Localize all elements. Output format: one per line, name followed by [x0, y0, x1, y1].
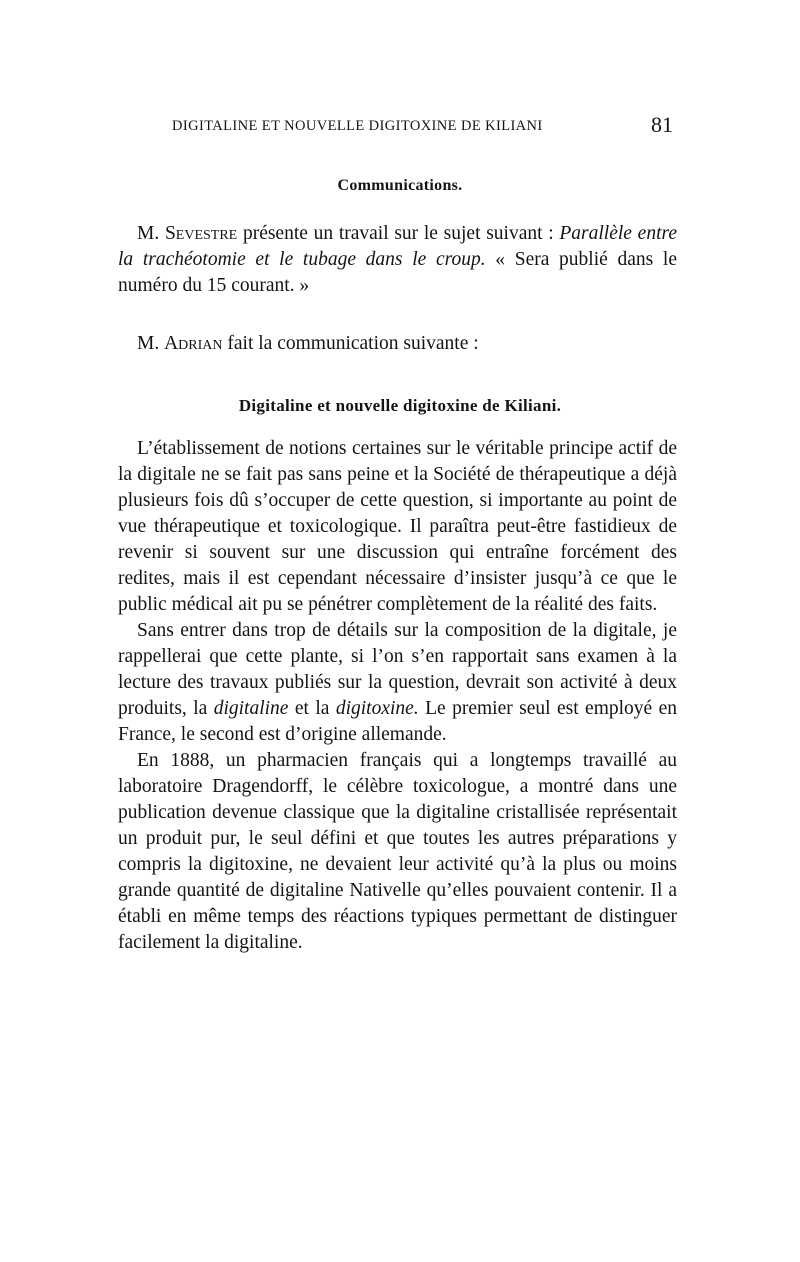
- article-body: [118, 436, 677, 956]
- running-title: DIGITALINE ET NOUVELLE DIGITOXINE DE KILIANI: [172, 118, 543, 134]
- sevestre-communication: M. Sevestre présente un travail sur le sujet suivant : Parallèle entre la trachéotomie et le tubage dans le croup. « Sera publié dans le numéro du 15 courant. »: [118, 223, 678, 296]
- article-title: Digitaline et nouvelle digitoxine de Kiliani.: [238, 396, 562, 415]
- paragraph-1: L’établissement de notions certaines sur le véritable principe actif de la digitale ne se fait pas sans peine et la Société de thérapeutique a déjà plusieurs fois dû s’occuper de cette question, si importante au point de vue thérapeutique et toxicologique. Il paraîtra peut-être fastidieux de revenir si souvent sur une discussion qui entraîne forcément des redites, mais il est cependant nécessaire d’insister jusqu’à ce que le public médical ait pu se pénétrer complètement de la réalité des faits.: [118, 438, 677, 615]
- author-name-adrian: Adrian: [164, 333, 223, 354]
- adrian-communication: M. Adrian fait la communication suivante :: [137, 333, 479, 354]
- paragraph-2: Sans entrer dans trop de détails sur la composition de la digitale, je rappellerai que cette plante, si l’on s’en rapportait sans examen à la lecture des travaux publiés sur la question, devrait son activité à deux produits, la digitaline et la digitoxine. Le premier seul est employé en France, le second est d’origine allemande.: [118, 620, 677, 745]
- term-digitoxine: digitoxine.: [335, 698, 419, 719]
- running-head: [172, 112, 677, 142]
- page-number: 81: [651, 112, 673, 137]
- author-name-sevestre: Sevestre: [164, 223, 238, 244]
- section-heading: Communications.: [337, 177, 463, 194]
- paragraph-3: En 1888, un pharmacien français qui a longtemps travaillé au laboratoire Dragendorff, le célèbre toxicologue, a montré dans une publication devenue classique que la digitaline cristallisée représentait un produit pur, le seul défini et que toutes les autres préparations y compris la digitoxine, ne devaient leur activité qu’à la plus ou moins grande quantité de digitaline Nativelle qu’elles pouvaient contenir. Il a établi en même temps des réactions typiques permettant de distinguer facilement la digitaline.: [118, 750, 677, 953]
- communication-title: Parallèle entre la trachéotomie et le tubage dans le croup.: [118, 223, 678, 270]
- term-digitaline: digitaline: [213, 698, 289, 719]
